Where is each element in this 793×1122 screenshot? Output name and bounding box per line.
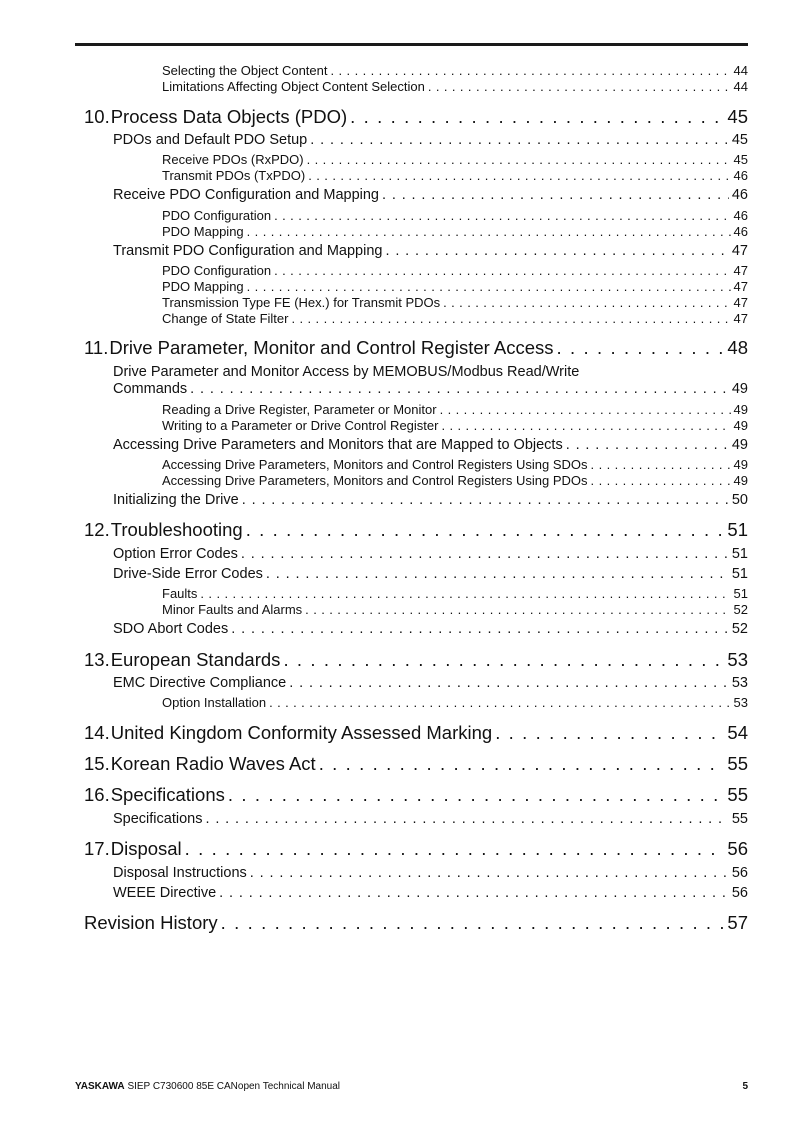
toc-entry-label: Faults <box>162 586 198 601</box>
toc-subsection[interactable] <box>162 279 748 294</box>
leader-dots <box>382 187 729 203</box>
toc-section[interactable] <box>113 492 748 508</box>
leader-dots <box>289 675 729 691</box>
toc-page-number: 44 <box>733 79 748 94</box>
toc-entry-label: Minor Faults and Alarms <box>162 602 303 617</box>
chapter-title: Drive Parameter, Monitor and Control Register Access <box>109 337 554 358</box>
toc-page-number: 55 <box>731 811 748 827</box>
toc-chapter-12[interactable] <box>84 519 748 541</box>
toc-section[interactable] <box>113 885 748 901</box>
toc-page-number: 46 <box>733 168 748 183</box>
toc-page-number: 53 <box>731 675 748 691</box>
leader-dots <box>246 519 725 541</box>
footer-page-number: 5 <box>742 1081 748 1092</box>
leader-dots <box>219 885 729 901</box>
toc-chapter-10[interactable] <box>84 106 748 128</box>
leader-dots <box>283 649 724 671</box>
leader-dots <box>443 295 730 310</box>
toc-subsection[interactable] <box>162 602 748 617</box>
toc-subsection[interactable] <box>162 457 748 472</box>
toc-page-number: 44 <box>733 63 748 78</box>
toc-page-number: 47 <box>733 311 748 326</box>
toc-page-number: 55 <box>727 753 748 774</box>
footer-document-title <box>75 1081 340 1092</box>
toc-page-number: 49 <box>733 473 748 488</box>
toc-page-number: 51 <box>731 546 748 562</box>
toc-chapter-14[interactable] <box>84 722 748 744</box>
toc-section[interactable] <box>113 437 748 453</box>
toc-page-number: 51 <box>733 586 748 601</box>
chapter-title: European Standards <box>110 649 281 670</box>
toc-page-number: 49 <box>733 457 748 472</box>
leader-dots <box>241 546 729 562</box>
chapter-title: United Kingdom Conformity Assessed Marking <box>110 722 493 743</box>
toc-subsection[interactable] <box>162 168 748 183</box>
toc-chapter-11[interactable] <box>84 337 748 359</box>
toc-page-number: 49 <box>731 437 748 453</box>
leader-dots <box>266 566 729 582</box>
toc-page-number: 49 <box>733 402 748 417</box>
toc-page-number: 47 <box>733 263 748 278</box>
leader-dots <box>242 492 729 508</box>
toc-entry-label: SDO Abort Codes <box>113 621 229 637</box>
toc-subsection[interactable] <box>162 473 748 488</box>
page-footer <box>75 1081 748 1092</box>
toc-entry-label: Selecting the Object Content <box>162 63 328 78</box>
toc-entry-label: Option Error Codes <box>113 546 238 562</box>
toc-section-wrapped-line[interactable]: Drive Parameter and Monitor Access by MEMOBUS/Modbus Read/Write <box>113 364 580 380</box>
toc-subsection[interactable] <box>162 263 748 278</box>
leader-dots <box>331 63 731 78</box>
toc-entry-label: Reading a Drive Register, Parameter or Monitor <box>162 402 437 417</box>
toc-page-number: 49 <box>731 381 748 397</box>
leader-dots <box>269 695 730 710</box>
chapter-number: 13. <box>84 649 110 670</box>
toc-page-number: 54 <box>727 722 748 743</box>
toc-entry-label: Commands <box>113 381 188 397</box>
toc-entry-label: PDO Configuration <box>162 208 272 223</box>
chapter-number: 15. <box>84 753 110 774</box>
toc-section[interactable] <box>113 243 748 259</box>
toc-entry-label: Change of State Filter <box>162 311 289 326</box>
toc-page-number: 47 <box>733 295 748 310</box>
chapter-title: Specifications <box>110 784 225 805</box>
chapter-number: 10. <box>84 106 110 127</box>
toc-entry-label: Accessing Drive Parameters and Monitors that are Mapped to Objects <box>113 437 563 453</box>
leader-dots <box>591 457 731 472</box>
toc-entry-label: Transmit PDO Configuration and Mapping <box>113 243 383 259</box>
toc-page-number: 45 <box>733 152 748 167</box>
toc-page-number: 48 <box>727 337 748 358</box>
toc-page-number: 45 <box>731 132 748 148</box>
toc-entry-label: PDO Configuration <box>162 263 272 278</box>
leader-dots <box>428 79 731 94</box>
toc-page-number: 46 <box>733 224 748 239</box>
toc-section[interactable] <box>113 621 748 637</box>
leader-dots <box>190 381 729 397</box>
toc-page-number: 53 <box>733 695 748 710</box>
toc-section[interactable] <box>113 811 748 827</box>
toc-page-number: 45 <box>727 106 748 127</box>
toc-entry-label: Transmission Type FE (Hex.) for Transmit PDOs <box>162 295 441 310</box>
toc-page-number: 56 <box>731 865 748 881</box>
leader-dots <box>274 208 730 223</box>
toc-page-number: 47 <box>731 243 748 259</box>
toc-entry-label: Accessing Drive Parameters, Monitors and Control Registers Using SDOs <box>162 457 588 472</box>
chapter-title: Troubleshooting <box>110 519 243 540</box>
leader-dots <box>231 621 729 637</box>
toc-entry[interactable] <box>162 79 748 94</box>
toc-entry-label: Option Installation <box>162 695 267 710</box>
leader-dots <box>200 586 730 601</box>
leader-dots <box>228 784 725 806</box>
chapter-number: 11. <box>84 337 109 358</box>
toc-subsection[interactable] <box>162 695 748 710</box>
toc-subsection[interactable] <box>162 152 748 167</box>
toc-page-number: 55 <box>727 784 748 805</box>
toc-chapter-13[interactable] <box>84 649 748 671</box>
leader-dots <box>385 243 728 259</box>
toc-entry-label: PDO Mapping <box>162 224 244 239</box>
leader-dots <box>274 263 730 278</box>
toc-entry-label: Writing to a Parameter or Drive Control Register <box>162 418 439 433</box>
toc-entry-label: Accessing Drive Parameters, Monitors and Control Registers Using PDOs <box>162 473 588 488</box>
chapter-number: 14. <box>84 722 110 743</box>
leader-dots <box>319 753 725 775</box>
leader-dots <box>440 402 731 417</box>
chapter-title: Revision History <box>84 912 218 933</box>
toc-page-number: 46 <box>731 187 748 203</box>
leader-dots <box>221 912 725 934</box>
toc-section[interactable] <box>113 566 748 582</box>
toc-entry-label: Limitations Affecting Object Content Selection <box>162 79 425 94</box>
toc-entry-label: WEEE Directive <box>113 885 217 901</box>
leader-dots <box>305 602 730 617</box>
chapter-number: 17. <box>84 838 110 859</box>
leader-dots <box>250 865 729 881</box>
leader-dots <box>350 106 724 128</box>
chapter-title: Process Data Objects (PDO) <box>110 106 348 127</box>
toc-section[interactable] <box>113 381 748 397</box>
toc-entry-label: Drive-Side Error Codes <box>113 566 263 582</box>
toc-page-number: 56 <box>731 885 748 901</box>
toc-entry-label: Initializing the Drive <box>113 492 239 508</box>
chapter-title: Korean Radio Waves Act <box>110 753 316 774</box>
leader-dots <box>441 418 730 433</box>
toc-subsection[interactable] <box>162 311 748 326</box>
toc-page-number: 52 <box>733 602 748 617</box>
toc-chapter-17[interactable] <box>84 838 748 860</box>
toc-section[interactable] <box>113 546 748 562</box>
leader-dots <box>247 224 731 239</box>
toc-subsection[interactable] <box>162 402 748 417</box>
leader-dots <box>495 722 724 744</box>
toc-entry-label: Receive PDOs (RxPDO) <box>162 152 304 167</box>
toc-subsection[interactable] <box>162 418 748 433</box>
toc-page-number: 50 <box>731 492 748 508</box>
toc-chapter-15[interactable] <box>84 753 748 775</box>
toc-page-number: 47 <box>733 279 748 294</box>
leader-dots <box>566 437 729 453</box>
toc-page-number: 46 <box>733 208 748 223</box>
toc-page-number: 49 <box>733 418 748 433</box>
toc-page-number: 57 <box>727 912 748 933</box>
toc-page-number: 51 <box>727 519 748 540</box>
toc-section[interactable] <box>113 865 748 881</box>
leader-dots <box>247 279 731 294</box>
toc-entry-label: Disposal Instructions <box>113 865 247 881</box>
toc-entry-label: Receive PDO Configuration and Mapping <box>113 187 379 203</box>
chapter-number: 12. <box>84 519 110 540</box>
leader-dots <box>591 473 731 488</box>
toc-page-number: 52 <box>731 621 748 637</box>
toc-subsection[interactable] <box>162 295 748 310</box>
toc-subsection[interactable] <box>162 586 748 601</box>
leader-dots <box>205 811 728 827</box>
leader-dots <box>557 337 725 359</box>
footer-doc-name: SIEP C730600 85E CANopen Technical Manual <box>127 1081 340 1092</box>
toc-section[interactable] <box>113 187 748 203</box>
toc-entry-label: Transmit PDOs (TxPDO) <box>162 168 306 183</box>
toc-page-number: 56 <box>727 838 748 859</box>
toc-entry-label: EMC Directive Compliance <box>113 675 287 691</box>
chapter-number: 16. <box>84 784 110 805</box>
toc-entry-label: PDO Mapping <box>162 279 244 294</box>
leader-dots <box>307 152 731 167</box>
toc-page-number: 53 <box>727 649 748 670</box>
leader-dots <box>185 838 725 860</box>
toc-section[interactable] <box>113 132 748 148</box>
toc-chapter-16[interactable] <box>84 784 748 806</box>
toc-page-number: 51 <box>731 566 748 582</box>
toc-entry[interactable] <box>162 63 748 78</box>
footer-brand: YASKAWA <box>75 1081 125 1092</box>
toc-entry-label: Specifications <box>113 811 203 827</box>
leader-dots <box>291 311 730 326</box>
toc-entry-label: PDOs and Default PDO Setup <box>113 132 308 148</box>
toc-section[interactable] <box>113 675 748 691</box>
toc-subsection[interactable] <box>162 208 748 223</box>
toc-revision-history[interactable] <box>84 912 748 934</box>
leader-dots <box>308 168 730 183</box>
leader-dots <box>310 132 729 148</box>
toc-subsection[interactable] <box>162 224 748 239</box>
chapter-title: Disposal <box>110 838 182 859</box>
